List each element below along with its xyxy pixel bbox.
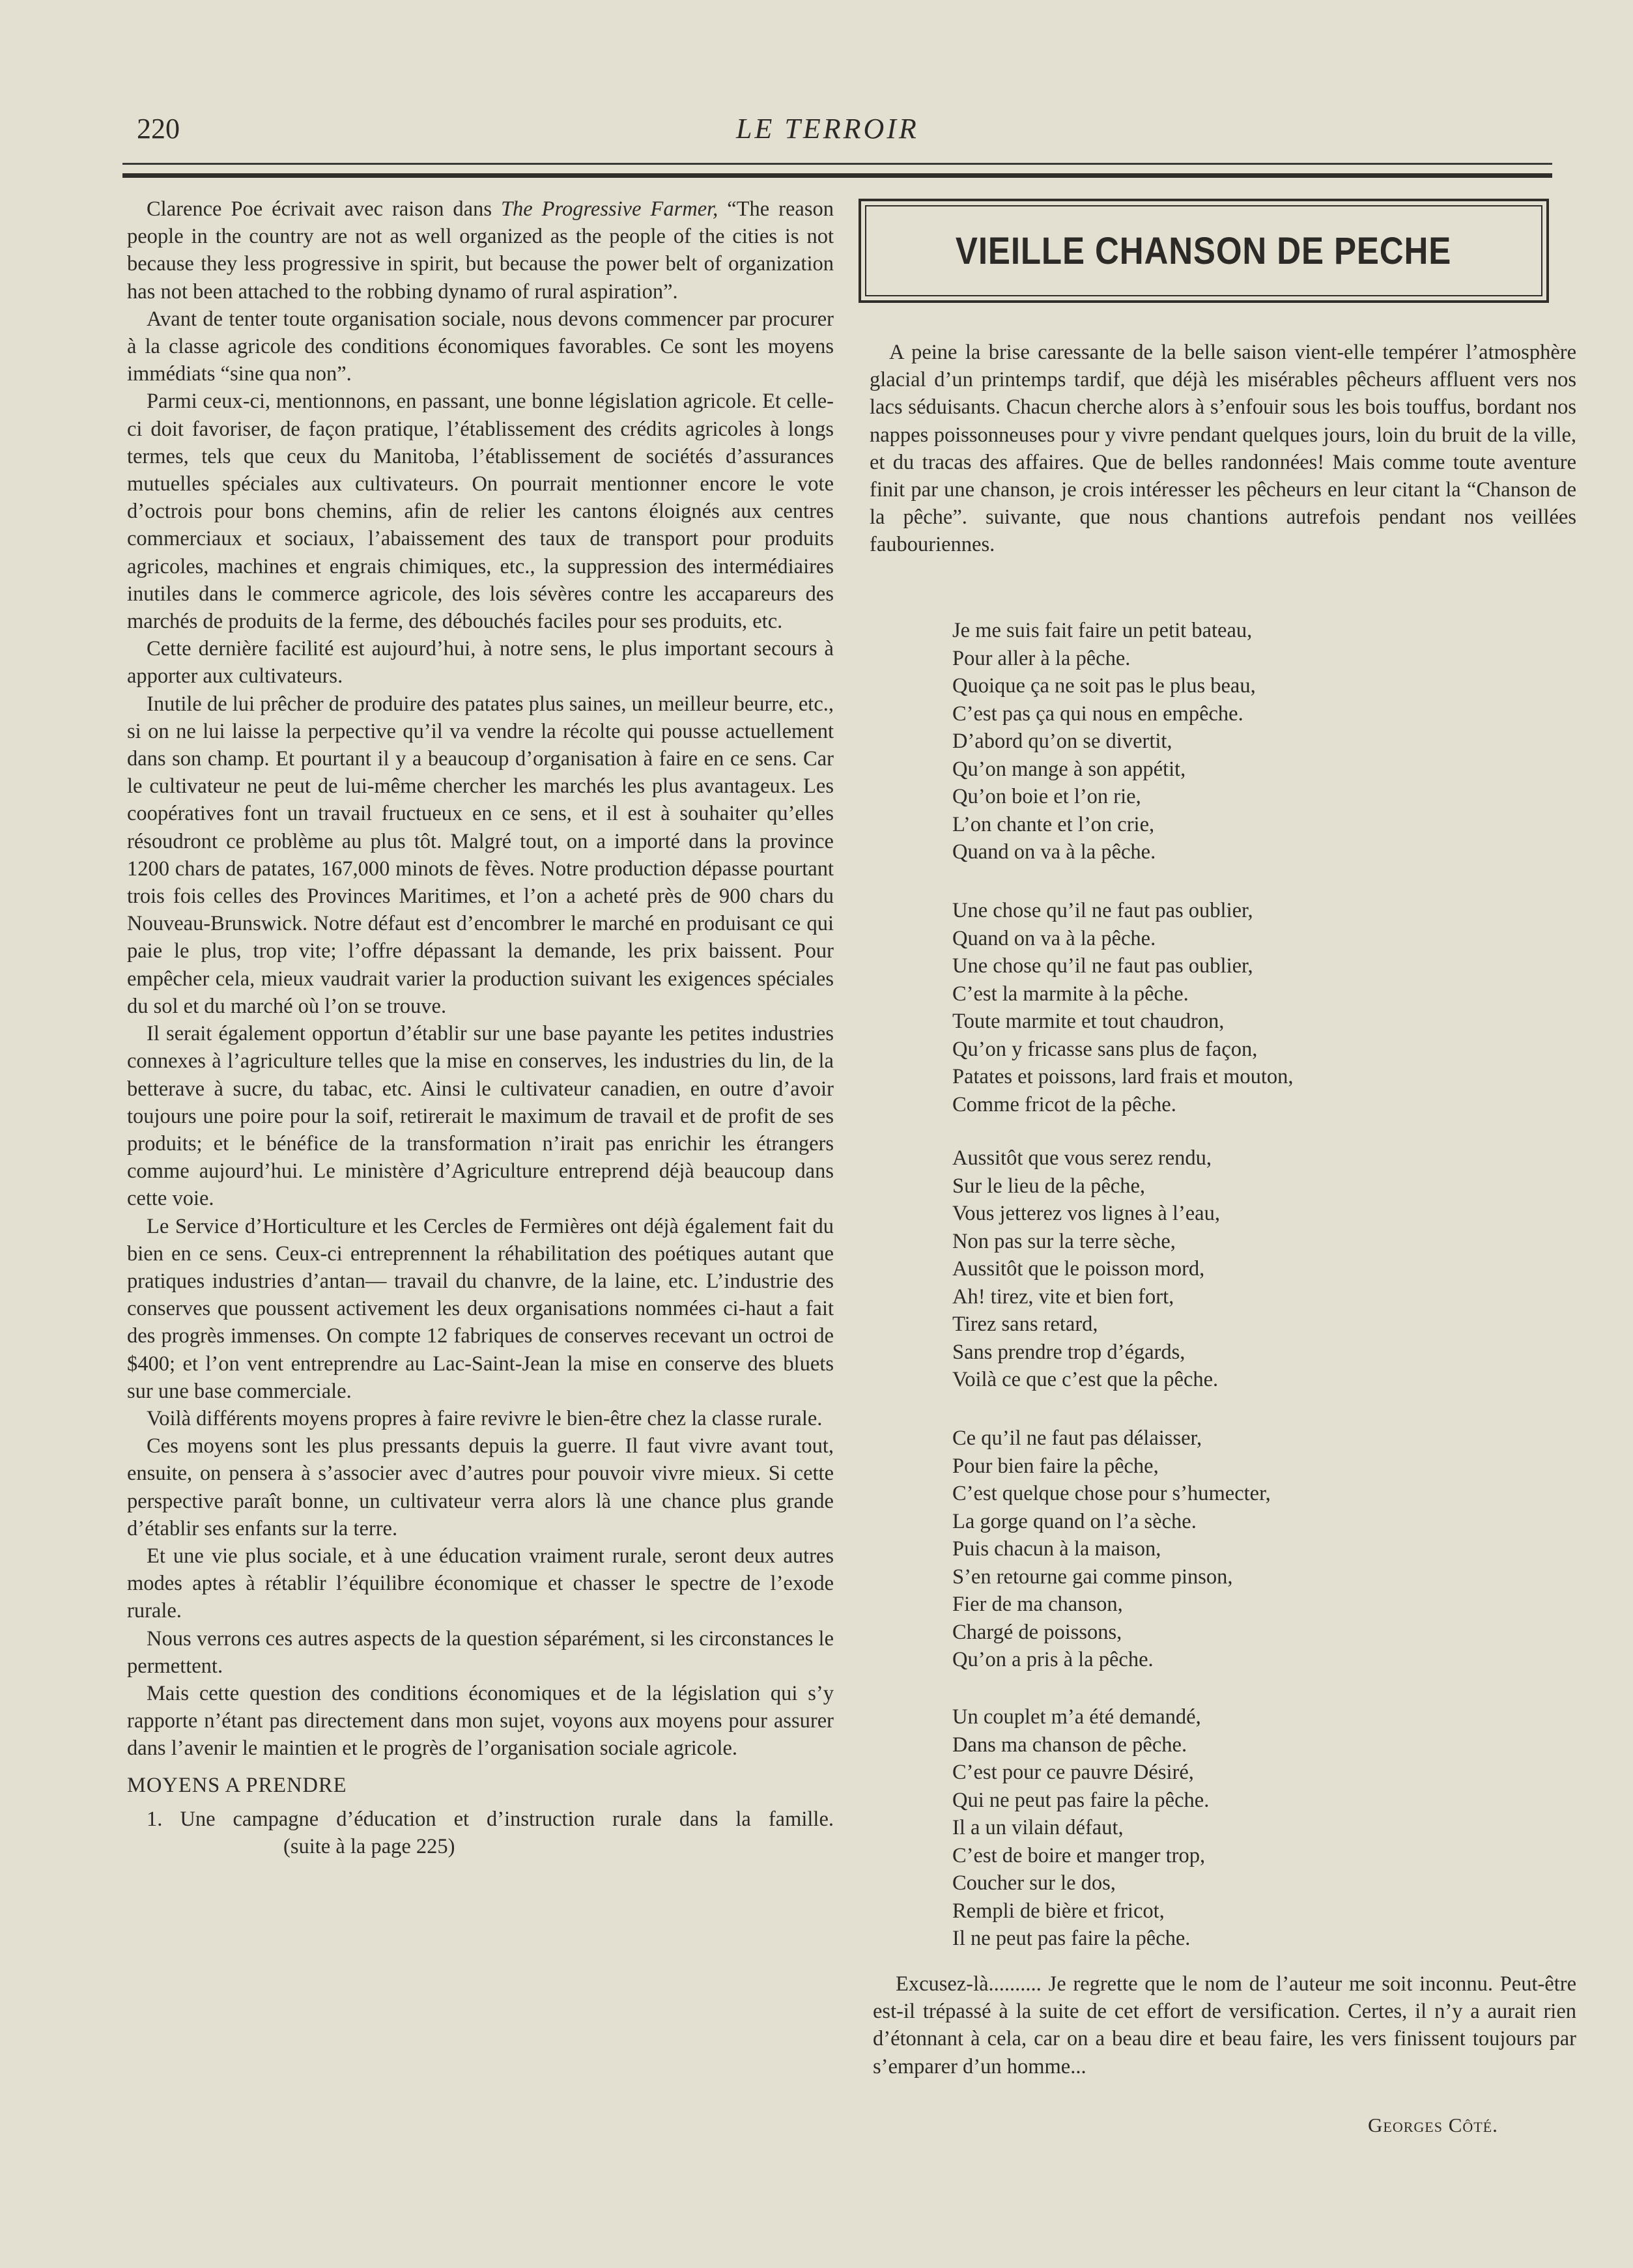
article-title-inner-frame [865, 205, 1542, 296]
verse-line: C’est quelque chose pour s’humecter, [952, 1482, 1271, 1505]
paragraph-2: Avant de tenter toute organisation sociale, nous devons commencer par procurer à la classe agricole des conditions économiques favorables. Ce sont les moyens immédiats “sine qua non”. [127, 307, 834, 386]
verse-line: S’en retourne gai comme pinson, [952, 1565, 1233, 1589]
stanza-5 [952, 1703, 1209, 1953]
paragraph-5: Inutile de lui prêcher de produire des patates plus saines, un meilleur beurre, etc., si on ne lui laisse la perpective qu’il va vendre la récolte qui pousse actuellement dans son champ. Et pourtant il y a beaucoup d’organisation à faire en ce sens. Car le cultivateur ne peut de lui-même chercher les marchés les plus avantageux. Les coopératives font un travail fructueux en ce sens, et il est à souhaiter qu’elles résoudront ce problème au plus tôt. Malgré tout, on a importé dans la province 1200 chars de patates, 167,000 minots de fèves. Notre production dépasse pourtant trois fois celles des Provinces Maritimes, et l’on a acheté près de 900 chars du Nouveau-Brunswick. Notre défaut est d’encombrer le marché en produisant ce qui paie le plus, trop vite; l’offre dépassant la demande, les prix baissent. Pour empêcher cela, mieux vaudrait varier la production suivant les exigences spéciales du sol et du marché où l’on se trouve. [127, 692, 834, 1018]
left-column [127, 195, 834, 1860]
afterword-paragraph: Excusez-là.......... Je regrette que le nom de l’auteur me soit inconnu. Peut-être est-il trépassé à la suite de cet effort de versification. Certes, il n’y a aurait rien d’étonnant à cela, car on a beau dire et beau faire, les vers finissent toujours par s’emparer d’un homme... [873, 1972, 1576, 2078]
paragraph-10: Et une vie plus sociale, et à une éducation vraiment rurale, seront deux autres modes aptes à rétablir l’équilibre économique et chasser le spectre de l’exode rurale. [127, 1544, 834, 1623]
verse-line: Quand on va à la pêche. [952, 926, 1156, 950]
paragraph-9: Ces moyens sont les plus pressants depuis la guerre. Il faut vivre avant tout, ensuite, on pensera à s’associer avec d’autres pour pouvoir vivre mieux. Si cette perspective paraît bonne, un cultivateur verra alors là une chance plus grande d’établir ses enfants sur la terre. [127, 1434, 834, 1540]
verse-line: Voilà ce que c’est que la pêche. [952, 1368, 1219, 1391]
intro-paragraph: A peine la brise caressante de la belle saison vient-elle tempérer l’atmosphère glacial d’un printemps tardif, que déjà les misérables pêcheurs affluent vers nos lacs séduisants. Chacun cherche alors à s’enfouir sous les bois touffus, bordant nos nappes poissonneuses pour y vivre pendant quelques jours, loin du bruit de la ville, et du tracas des affaires. Que de belles randonnées! Mais comme toute aventure finit par une chanson, je crois intéresser les pêcheurs en leur citant la “Chanson de la pêche”. suivante, que nous chantions autrefois pendant nos veillées faubouriennes. [870, 341, 1576, 557]
verse-line: Qu’on boie et l’on rie, [952, 785, 1141, 808]
verse-line: Qu’on a pris à la pêche. [952, 1648, 1154, 1671]
right-column-intro [870, 339, 1576, 559]
continued-note: (suite à la page 225) [283, 1834, 455, 1858]
verse-line: L’on chante et l’on crie, [952, 812, 1155, 836]
header-rule-thin [122, 163, 1552, 165]
verse-line: Sans prendre trop d’égards, [952, 1340, 1186, 1364]
stanza-2 [952, 897, 1294, 1118]
paragraph-7: Le Service d’Horticulture et les Cercles de Fermières ont déjà également fait du bien en ce sens. Ceux-ci entreprennent la réhabilitation des poétiques autant que pratiques industries d’antan— travail du chanvre, de la laine, etc. L’industrie des conserves que poussent activement les deux organisations nommées ci-haut a fait des progrès immenses. On compte 12 fabriques de conserves recevant un octroi de $400; et l’on vent entreprendre au Lac-Saint-Jean la mise en conserve des bluets sur une base commerciale. [127, 1214, 834, 1403]
paragraph-13-text: 1. Une campagne d’éducation et d’instruction rurale dans la famille. [147, 1807, 834, 1831]
verse-line: Quand on va à la pêche. [952, 840, 1156, 864]
verse-line: Quoique ça ne soit pas le plus beau, [952, 674, 1256, 698]
verse-line: Tirez sans retard, [952, 1312, 1098, 1336]
verse-line: Dans ma chanson de pêche. [952, 1733, 1187, 1757]
stanza-3 [952, 1144, 1220, 1394]
verse-line: Toute marmite et tout chaudron, [952, 1010, 1225, 1033]
verse-line: Pour aller à la pêche. [952, 646, 1131, 670]
stanza-1 [952, 617, 1256, 866]
verse-line: Ah! tirez, vite et bien fort, [952, 1284, 1174, 1309]
verse-line: Patates et poissons, lard frais et mouton, [952, 1065, 1294, 1088]
verse-line: Sur le lieu de la pêche, [952, 1174, 1145, 1198]
article-title-box [859, 199, 1549, 303]
verse-line: Qu’on mange à son appétit, [952, 757, 1186, 781]
paragraph-1 [127, 195, 834, 305]
verse-line: Coucher sur le dos, [952, 1871, 1116, 1895]
paragraph-12: Mais cette question des conditions économiques et de la législation qui s’y rapporte n’étant pas directement dans mon sujet, voyons aux moyens pour assurer dans l’avenir le maintien et le progrès de l’organisation sociale agricole. [127, 1681, 834, 1761]
section-heading: MOYENS A PRENDRE [127, 1773, 347, 1797]
verse-line: C’est la marmite à la pêche. [952, 982, 1189, 1006]
verse-line: C’est de boire et manger trop, [952, 1843, 1206, 1867]
paragraph-4: Cette dernière facilité est aujourd’hui, à notre sens, le plus important secours à apporter aux cultivateurs. [127, 637, 834, 688]
verse-line: Qu’on y fricasse sans plus de façon, [952, 1037, 1258, 1061]
verse-line: Comme fricot de la pêche. [952, 1092, 1176, 1116]
verse-line: Rempli de bière et fricot, [952, 1899, 1165, 1923]
verse-line: Un couplet m’a été demandé, [952, 1705, 1201, 1729]
verse-line: Non pas sur la terre sèche, [952, 1229, 1176, 1253]
verse-line: Aussitôt que le poisson mord, [952, 1257, 1205, 1281]
verse-line: Chargé de poissons, [952, 1620, 1122, 1644]
verse-line: C’est pour ce pauvre Désiré, [952, 1761, 1194, 1784]
stanza-4 [952, 1425, 1271, 1674]
verse-line: Il ne peut pas faire la pêche. [952, 1927, 1191, 1950]
paragraph-11: Nous verrons ces autres aspects de la question séparément, si les circonstances le permettent. [127, 1626, 834, 1678]
verse-line: Je me suis fait faire un petit bateau, [952, 619, 1253, 642]
verse-line: Il a un vilain défaut, [952, 1816, 1124, 1839]
paragraph-3: Parmi ceux-ci, mentionnons, en passant, une bonne législation agricole. Et celle-ci doit favoriser, de façon pratique, l’établissement des crédits agricoles à longs termes, tels que ceux du Manitoba, l’établissement de sociétés d’assurances mutuelles spéciales aux cultivateurs. On pourrait mentionner encore le vote d’octrois pour bons chemins, afin de relier les cantons éloignés aux centres commerciaux et sociaux, l’abaissement des taux de transport pour produits agricoles, machines et engrais chimiques, etc., la suppression des intermédiaires inutiles dans le commerce agricole, des lois sévères contre les accapareurs des marchés de produits de la ferme, des débouchés faciles pour ses produits, etc. [127, 390, 834, 634]
paragraph-1-text-after: “The reason people in the country are not as well organized as the people of the cities is not because they less progressive in spirit, but because the power belt of organization has not been attached to the robbing dynamo of rural aspiration”. [127, 197, 834, 304]
running-head: LE TERROIR [736, 113, 919, 145]
afterword [873, 1970, 1576, 2080]
paragraph-6: Il serait également opportun d’établir sur une base payante les petites industries connexes à l’agriculture telles que la mise en conserves, les industries du lin, de la betterave à sucre, du tabac, etc. Ainsi le cultivateur canadien, en outre d’avoir toujours une poire pour la soif, retirerait le maximum de travail et de profit de ses produits; et le bénéfice de la transformation n’irait pas enrichir les étrangers comme aujourd’hui. Le ministère d’Agriculture entreprend déjà beaucoup dans cette voie. [127, 1022, 834, 1211]
verse-line: Pour bien faire la pêche, [952, 1454, 1159, 1478]
verse-line: Puis chacun à la maison, [952, 1537, 1161, 1561]
publication-title: The Progressive Farmer, [500, 197, 718, 221]
paragraph-8: Voilà différents moyens propres à faire revivre le bien-être chez la classe rurale. [147, 1406, 823, 1430]
page-number: 220 [137, 113, 180, 145]
verse-line: Une chose qu’il ne faut pas oublier, [952, 954, 1253, 978]
verse-line: Aussitôt que vous serez rendu, [952, 1146, 1212, 1170]
verse-line: Fier de ma chanson, [952, 1593, 1123, 1616]
verse-line: D’abord qu’on se divertit, [952, 730, 1172, 753]
verse-line: Ce qu’il ne faut pas délaisser, [952, 1426, 1202, 1450]
verse-line: Vous jetterez vos lignes à l’eau, [952, 1202, 1220, 1225]
paragraph-1-text-before: Clarence Poe écrivait avec raison dans [147, 197, 501, 221]
verse-line: C’est pas ça qui nous en empêche. [952, 702, 1243, 726]
verse-line: Une chose qu’il ne faut pas oublier, [952, 899, 1253, 922]
verse-line: Qui ne peut pas faire la pêche. [952, 1788, 1210, 1812]
verse-line: La gorge quand on l’a sèche. [952, 1509, 1197, 1533]
header-rule-thick [122, 173, 1552, 178]
author-signature: Georges Côté. [1368, 2114, 1498, 2136]
paragraph-13 [127, 1806, 834, 1860]
article-title: VIEILLE CHANSON DE PECHE [956, 229, 1452, 272]
